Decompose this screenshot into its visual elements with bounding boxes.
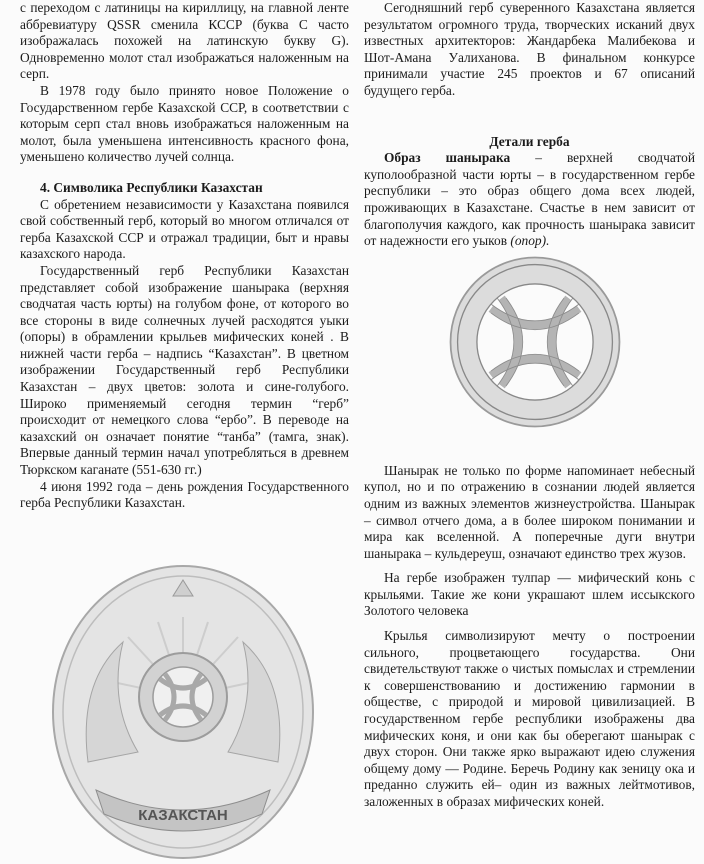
- defined-term: Образ шанырака: [384, 150, 511, 166]
- paragraph: с переходом с латиницы на кириллицу, на главной ленте аббревиатуру QSSR сменила КССР (буква С часто изображалась похожей на латинскую букву G). Одновременно молот стал изображаться наложенным на серп.: [20, 0, 349, 82]
- shanyrak-icon: [447, 254, 623, 430]
- paragraph: Крылья символизируют мечту о построении сильного, процветающего государства. Они свидетельствуют также о чистых помыслах и стремлении к совершенствованию и достижению гармонии в обществе, с природой и мировой цивилизацией. В государственном гербе республики изображены два мифических коня, и они как бы оберегают шанырак с двух сторон. Они также ярко выражают идею служения общему дому — Родине. Беречь Родину как зеницу ока и преданно служить ей– один из важных лейтмотивов, заложенных в образах мифических коней.: [364, 628, 695, 809]
- paragraph: В 1978 году было принято новое Положение о Государственном гербе Казахской ССР, в соответствии с которым серп стал вновь изображаться наложенным на молот, была уменьшена интенсивность красного фона, уменьшено количество лучей солнца.: [20, 82, 349, 165]
- paragraph: 4 июня 1992 года – день рождения Государственного герба Республики Казахстан.: [20, 478, 349, 511]
- definition-paragraph: [364, 150, 695, 250]
- definition-note: (опор).: [510, 233, 550, 249]
- section-heading: Детали герба: [489, 133, 570, 149]
- definition-text: – верхней сводчатой куполообразной части юрты – в государственном гербе республики – это образ общего дома всех людей, проживающих в Казахстане. Счастье в нем зависит от благополучия каждого, как прочность шанырака зависит от надежности его уыков: [364, 150, 695, 249]
- state-emblem-icon: [48, 562, 318, 862]
- paragraph: Шанырак не только по форме напоминает небесный купол, но и по отражению в сознании людей является одним из важных элементов жизнеустройства. Шанырак – символ отчего дома, а в более широком понимании и мира как вселенной. А поперечные дуги внутри шанырака – кульдереуш, означают единство трех жузов.: [364, 462, 695, 561]
- section-heading: 4. Символика Республики Казахстан: [40, 179, 263, 195]
- paragraph: На гербе изображен тулпар — мифический конь с крыльями. Такие же кони украшают шлем иссыкского Золотого человека: [364, 570, 695, 619]
- paragraph: С обретением независимости у Казахстана появился свой собственный герб, который во многом отличался от герба Казахской ССР и отражал традиции, быт и нравы казахского народа.: [20, 196, 349, 262]
- emblem-inscription: КАЗАКСТАН: [138, 807, 228, 824]
- left-column: [20, 0, 349, 512]
- paragraph: Государственный герб Республики Казахстан представляет собой изображение шанырака (верхняя сводчатая часть юрты) на голубом фоне, от которого во все стороны в виде солнечных лучей расходятся уыки (опоры) в обрамлении крыльев мифических коней . В нижней части герба – надпись “Казахстан”. В цветном изображении Государственный герб Республики Казахстан – двух цветов: золота и сине-голубого. Широко применяемый сегодня термин “герб” происходит от немецкого слова “ербо”. В переводе на казахский он означает понятие “танба” (тамга, знак). Впервые данный термин начал употребляться в древнем Тюркском каганате (551-630 гг.): [20, 262, 349, 478]
- paragraph: Сегодняшний герб суверенного Казахстана является результатом огромного труда, творческих исканий двух известных архитекторов: Жандарбека Малибекова и Шот-Амана Уалиханова. В финальном конкурсе принимали участие 245 проектов и 67 описаний будущего герба.: [364, 0, 695, 98]
